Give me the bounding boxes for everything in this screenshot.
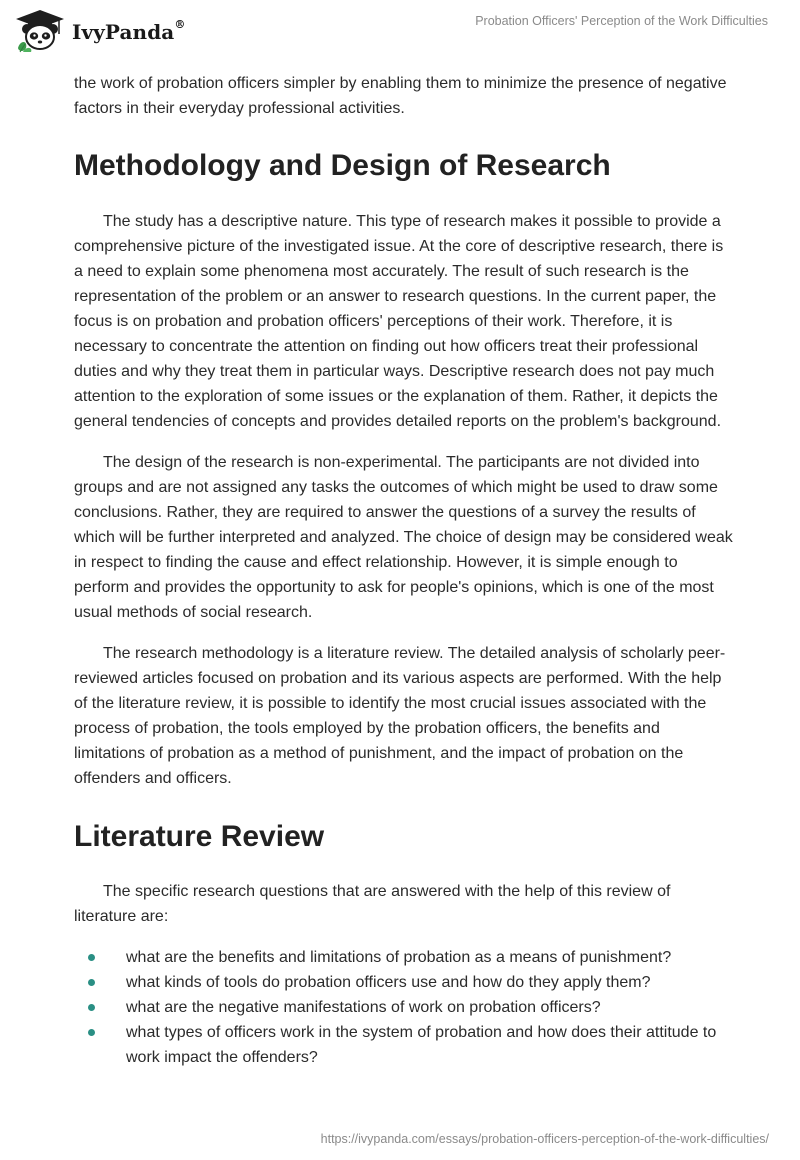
registered-mark: ®	[174, 18, 186, 31]
ivypanda-logo[interactable]	[14, 8, 185, 54]
panda-graduate-icon	[14, 8, 66, 54]
essay-content	[74, 71, 734, 1070]
list-item: what are the benefits and limitations of probation as a means of punishment?	[74, 945, 734, 970]
list-item: what kinds of tools do probation officers use and how do they apply them?	[74, 970, 734, 995]
list-item: what are the negative manifestations of work on probation officers?	[74, 995, 734, 1020]
list-item: what types of officers work in the system of probation and how does their attitude to work impact the offenders?	[74, 1020, 734, 1070]
methodology-paragraph-2: The design of the research is non-experimental. The participants are not divided into groups and are not assigned any tasks the outcomes of which might be used to draw some conclusions. Rather, they are required to answer the questions of a survey the results of which will be further interpreted and analyzed. The choice of design may be considered weak in respect to finding the cause and effect relationship. However, it is simple enough to perform and provides the opportunity to ask for people's opinions, which is one of the most usual methods of social research.	[74, 454, 733, 621]
source-url-link[interactable]: https://ivypanda.com/essays/probation-officers-perception-of-the-work-difficulties/	[320, 1132, 769, 1146]
bullet-dot-icon	[88, 1029, 95, 1036]
logo-wordmark: IvyPanda®	[72, 18, 186, 44]
methodology-paragraph-3: The research methodology is a literature review. The detailed analysis of scholarly peer-reviewed articles focused on probation and its various aspects are performed. With the help of the literature review, it is possible to identify the most crucial issues associated with the process of probation, the tools employed by the probation officers, the benefits and limitations of probation as a method of punishment, and the impact of probation on the offenders and officers.	[74, 645, 726, 787]
bullet-dot-icon	[88, 954, 95, 961]
document-title: Probation Officers' Perception of the Work Difficulties	[475, 14, 768, 28]
literature-review-intro: The specific research questions that are answered with the help of this review of literature are:	[74, 883, 671, 925]
page-header	[0, 0, 800, 60]
bullet-dot-icon	[88, 1004, 95, 1011]
methodology-heading: Methodology and Design of Research	[74, 149, 611, 182]
intro-continuation-paragraph: the work of probation officers simpler by enabling them to minimize the presence of negative factors in their everyday professional activities.	[74, 75, 727, 117]
methodology-paragraph-1: The study has a descriptive nature. This type of research makes it possible to provide a comprehensive picture of the investigated issue. At the core of descriptive research, there is a need to explain some phenomena most accurately. The result of such research is the representation of the problem or an answer to research questions. In the current paper, the focus is on probation and probation officers' perceptions of their work. Therefore, it is necessary to concentrate the attention on finding out how officers treat their professional duties and why they treat them in particular ways. Descriptive research does not pay much attention to the exploration of some issues or the explanation of them. Rather, it depicts the general tendencies of concepts and provides detailed reports on the problem's background.	[74, 213, 724, 430]
research-questions-list	[74, 945, 734, 1070]
literature-review-heading: Literature Review	[74, 820, 325, 853]
bullet-dot-icon	[88, 979, 95, 986]
